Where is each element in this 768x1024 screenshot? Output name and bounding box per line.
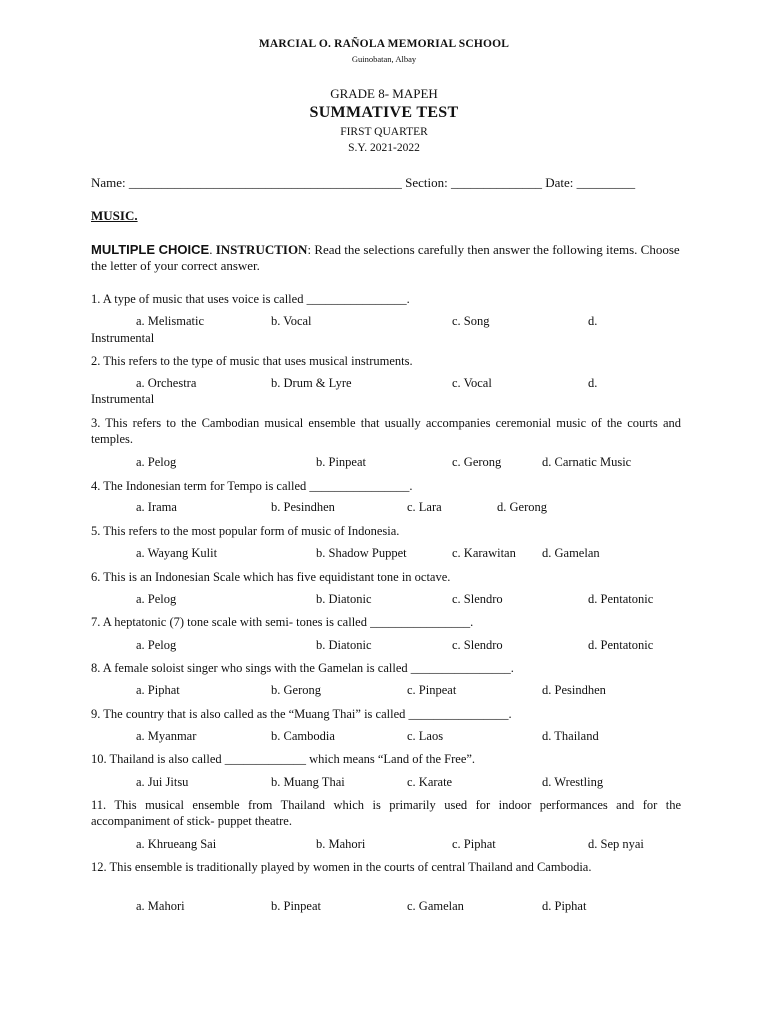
option-1d-wrap: Instrumental	[91, 331, 155, 345]
option-5c: c. Karawitan	[452, 546, 516, 560]
question-5: 5. This refers to the most popular form of music of Indonesia.	[91, 524, 400, 538]
name-section-date-line: Name: __________________________________________ Section: ______________ Date: _________	[91, 175, 636, 190]
option-3d: d. Carnatic Music	[542, 455, 632, 469]
test-title: SUMMATIVE TEST	[309, 104, 459, 121]
option-10c: c. Karate	[407, 775, 453, 789]
option-10d: d. Wrestling	[542, 775, 604, 789]
option-7d: d. Pentatonic	[588, 638, 654, 652]
option-6a: a. Pelog	[136, 592, 177, 606]
option-5d: d. Gamelan	[542, 546, 600, 560]
option-8b: b. Gerong	[271, 683, 321, 697]
option-9a: a. Myanmar	[136, 729, 197, 743]
option-11c: c. Piphat	[452, 837, 496, 851]
option-10a: a. Jui Jitsu	[136, 775, 189, 789]
option-3b: b. Pinpeat	[316, 455, 366, 469]
option-10b: b. Muang Thai	[271, 775, 345, 789]
option-8c: c. Pinpeat	[407, 683, 457, 697]
question-12: 12. This ensemble is traditionally played by women in the courts of central Thailand and Cambodia.	[91, 860, 592, 874]
option-2b: b. Drum & Lyre	[271, 376, 352, 390]
option-3c: c. Gerong	[452, 455, 502, 469]
option-1a: a. Melismatic	[136, 314, 205, 328]
option-4d: d. Gerong	[497, 500, 547, 514]
option-12b: b. Pinpeat	[271, 899, 321, 913]
question-4: 4. The Indonesian term for Tempo is called ________________.	[91, 479, 413, 493]
option-9b: b. Cambodia	[271, 729, 335, 743]
option-11a: a. Khrueang Sai	[136, 837, 217, 851]
question-11: 11. This musical ensemble from Thailand which is primarily used for indoor performances and for the accompaniment of stick- puppet theatre.	[91, 798, 681, 828]
option-4a: a. Irama	[136, 500, 177, 514]
question-7: 7. A heptatonic (7) tone scale with semi- tones is called ________________.	[91, 615, 474, 629]
question-10: 10. Thailand is also called _____________ which means “Land of the Free”.	[91, 752, 476, 766]
school-name: MARCIAL O. RAÑOLA MEMORIAL SCHOOL	[258, 38, 510, 50]
instructions	[91, 242, 681, 274]
instruction-label: INSTRUCTION	[215, 242, 308, 257]
question-6: 6. This is an Indonesian Scale which has five equidistant tone in octave.	[91, 570, 451, 584]
school-year: S.Y. 2021-2022	[348, 142, 420, 154]
question-8: 8. A female soloist singer who sings with the Gamelan is called ________________.	[91, 661, 514, 675]
option-1b: b. Vocal	[271, 314, 312, 328]
instruction-text: : Read the selections carefully then answer the following items. Choose the letter of your correct answer.	[91, 242, 680, 273]
subject-heading: MUSIC.	[91, 208, 138, 223]
school-location: Guinobatan, Albay	[351, 54, 417, 64]
option-12c: c. Gamelan	[407, 899, 464, 913]
grade-subject: GRADE 8- MAPEH	[330, 86, 438, 101]
option-2d-wrap: Instrumental	[91, 392, 155, 406]
option-6c: c. Slendro	[452, 592, 503, 606]
option-4b: b. Pesindhen	[271, 500, 335, 514]
option-9c: c. Laos	[407, 729, 444, 743]
option-7c: c. Slendro	[452, 638, 503, 652]
option-11d: d. Sep nyai	[588, 837, 644, 851]
option-1d: d.	[588, 314, 598, 328]
question-1: 1. A type of music that uses voice is called ________________.	[91, 292, 410, 306]
option-2d: d.	[588, 376, 598, 390]
option-12d: d. Piphat	[542, 899, 587, 913]
option-5a: a. Wayang Kulit	[136, 546, 218, 560]
quarter: FIRST QUARTER	[340, 126, 428, 138]
option-4c: c. Lara	[407, 500, 442, 514]
option-7b: b. Diatonic	[316, 638, 372, 652]
option-2a: a. Orchestra	[136, 376, 197, 390]
option-7a: a. Pelog	[136, 638, 177, 652]
option-3a: a. Pelog	[136, 455, 177, 469]
option-6b: b. Diatonic	[316, 592, 372, 606]
option-12a: a. Mahori	[136, 899, 185, 913]
test-type: MULTIPLE CHOICE	[91, 242, 210, 257]
instructions-separator: .	[209, 242, 216, 257]
question-9: 9. The country that is also called as the “Muang Thai” is called ________________.	[91, 707, 512, 721]
option-6d: d. Pentatonic	[588, 592, 654, 606]
option-11b: b. Mahori	[316, 837, 366, 851]
option-5b: b. Shadow Puppet	[316, 546, 407, 560]
question-2: 2. This refers to the type of music that uses musical instruments.	[91, 354, 413, 368]
question-3: 3. This refers to the Cambodian musical ensemble that usually accompanies ceremonial music of the courts and temples.	[91, 416, 681, 446]
option-2c: c. Vocal	[452, 376, 492, 390]
option-8d: d. Pesindhen	[542, 683, 606, 697]
option-9d: d. Thailand	[542, 729, 599, 743]
option-8a: a. Piphat	[136, 683, 180, 697]
option-1c: c. Song	[452, 314, 490, 328]
